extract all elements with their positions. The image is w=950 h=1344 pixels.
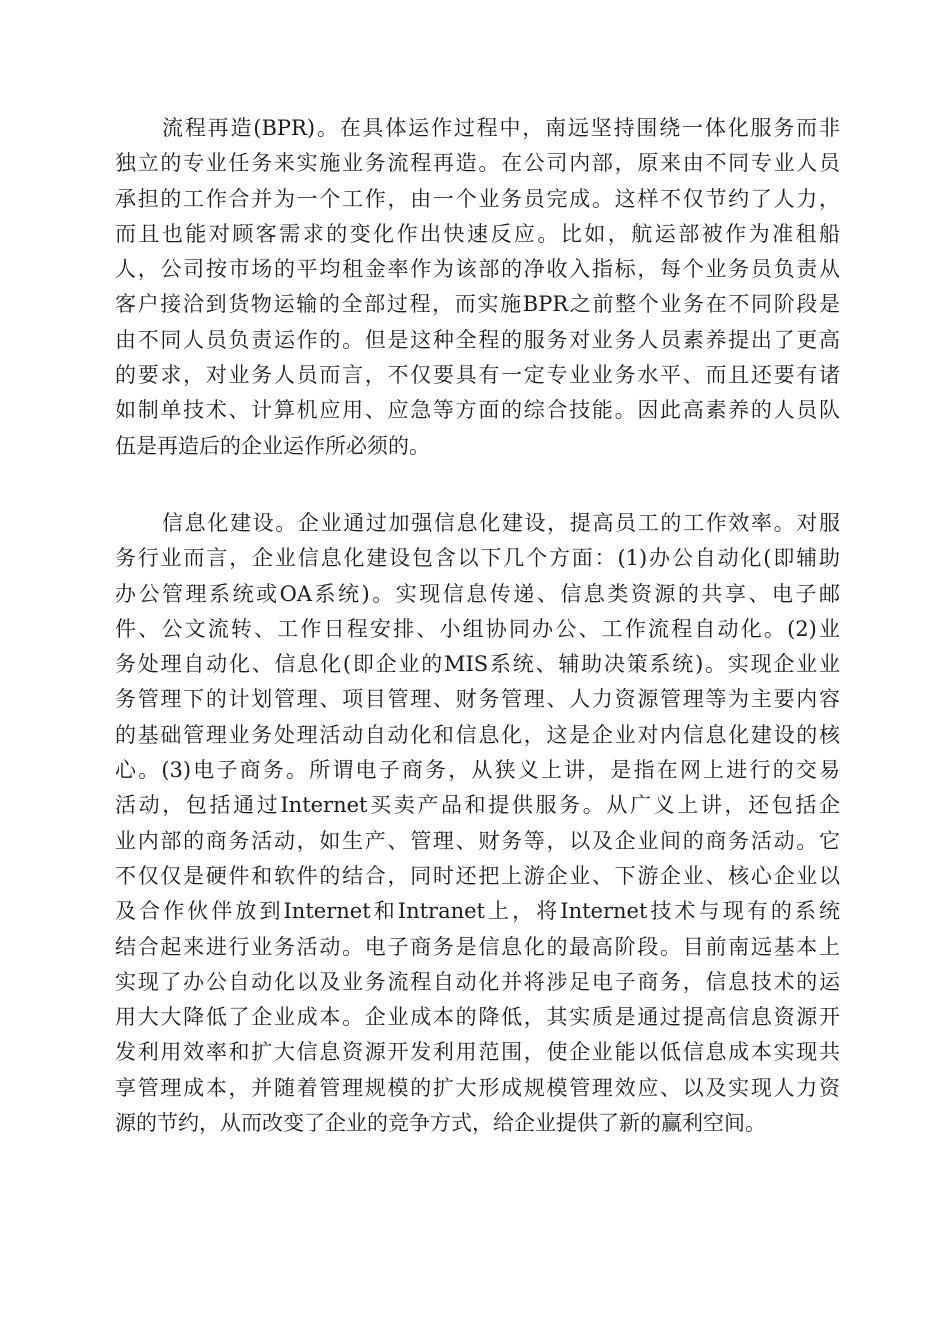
text-line: 活动，包括通过Internet买卖产品和提供服务。从广义上讲，还包括企: [115, 793, 840, 818]
text-line: 件、公文流转、工作日程安排、小组协同办公、工作流程自动化。(2)业: [115, 616, 840, 641]
text-line: 伍是再造后的企业运作所必须的。: [115, 433, 430, 458]
text-line: 信息化建设。企业通过加强信息化建设，提高员工的工作效率。对服: [162, 511, 840, 535]
text-line: 务处理自动化、信息化(即企业的MIS系统、辅助决策系统)。实现企业业: [115, 652, 840, 677]
text-line: 独立的专业任务来实施业务流程再造。在公司内部，原来由不同专业人员: [115, 151, 840, 176]
text-line: 而且也能对顾客需求的变化作出快速反应。比如，航运部被作为准租船: [115, 221, 840, 246]
text-line: 流程再造(BPR)。在具体运作过程中，南远坚持围绕一体化服务而非: [162, 116, 840, 140]
text-line: 办公管理系统或OA系统)。实现信息传递、信息类资源的共享、电子邮: [115, 581, 840, 606]
paragraph-bpr: [115, 111, 840, 464]
text-line: 业内部的商务活动，如生产、管理、财务等，以及企业间的商务活动。它: [115, 828, 840, 853]
text-line: 发利用效率和扩大信息资源开发利用范围，使企业能以低信息成本实现共: [115, 1040, 840, 1065]
text-line: 人，公司按市场的平均租金率作为该部的净收入指标，每个业务员负责从: [115, 257, 840, 282]
text-line: 由不同人员负责运作的。但是这种全程的服务对业务人员素养提出了更高: [115, 327, 840, 352]
text-line: 如制单技术、计算机应用、应急等方面的综合技能。因此高素养的人员队: [115, 398, 840, 423]
text-line: 享管理成本，并随着管理规模的扩大形成规模管理效应、以及实现人力资: [115, 1075, 840, 1100]
text-line: 务行业而言，企业信息化建设包含以下几个方面：(1)办公自动化(即辅助: [115, 546, 840, 571]
text-line: 客户接洽到货物运输的全部过程，而实施BPR之前整个业务在不同阶段是: [115, 292, 840, 317]
text-line: 实现了办公自动化以及业务流程自动化并将涉足电子商务，信息技术的运: [115, 969, 840, 994]
text-line: 及合作伙伴放到Internet和Intranet上，将Internet技术与现有的系统: [115, 899, 840, 924]
text-line: 的基础管理业务处理活动自动化和信息化，这是企业对内信息化建设的核: [115, 722, 840, 747]
text-line: 承担的工作合并为一个工作，由一个业务员完成。这样不仅节约了人力，: [115, 186, 840, 211]
text-line: 的要求，对业务人员而言，不仅要具有一定专业业务水平、而且还要有诸: [115, 363, 840, 388]
text-line: 务管理下的计划管理、项目管理、财务管理、人力资源管理等为主要内容: [115, 687, 840, 712]
text-line: 源的节约，从而改变了企业的竞争方式，给企业提供了新的赢利空间。: [115, 1111, 766, 1136]
text-line: 不仅仅是硬件和软件的结合，同时还把上游企业、下游企业、核心企业以: [115, 863, 840, 888]
text-line: 心。(3)电子商务。所谓电子商务，从狭义上讲，是指在网上进行的交易: [115, 758, 840, 783]
paragraph-informatization: [115, 506, 840, 1141]
text-line: 用大大降低了企业成本。企业成本的降低，其实质是通过提高信息资源开: [115, 1005, 840, 1030]
text-line: 结合起来进行业务活动。电子商务是信息化的最高阶段。目前南远基本上: [115, 934, 840, 959]
